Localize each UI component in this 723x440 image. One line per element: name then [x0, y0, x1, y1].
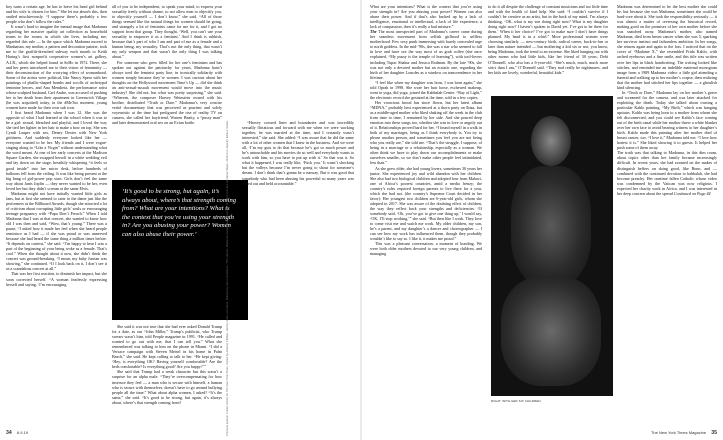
left-column-1 [6, 4, 107, 424]
paragraph: all of you to be independent, to speak your mind, to express your sexuality freely without shame, to not allow men to objectify you, to objectify yourself — I don’t know,” she said. “All of those things seemed like the natural things for women should be going, and strangely a lot of feminists came for me for it, and I got no support from that group. They thought, ‘Well, you can’t use your sexuality to empower it as a feminist.’ And I think is rubbish, because that’s part of who I am and part of me as a female and a human being, my sexuality. That’s not the only thing, that wasn’t my only weapon and that wasn’t the only thing I was talking about.” [112, 4, 222, 60]
publication-name: The New York Times Magazine [650, 430, 707, 435]
paragraph: I first heard Madonna when I was 12. She was the opposite of what I had learned at the school when it was to be a girl: sexual, bleached and playful, and I loved the way she tied her lighter in her hair to make a bow on top. She was Cyndi Lauper with sex, Deney Dexter with New York grittiness. And suddenly everyone looked like her — everyone wanted to be her. My friends and I were vogue-singing along to “Like a Virgin” without understanding what the word meant. At one of her early concerts at the Madison Square Garden, she swapped herself in a white wedding veil and lay down on the stage, breathily whispering “it feels so good inside” into her micro desk, before hundreds of balloons fell from the ceiling. It was like being present at the big bang of girl-power pop stars. Girls don’t feel the same way about Janis Joplin — they never wanted to be her, even loved her but they didn’t scream at the same Elvis. [6, 109, 107, 191]
right-column-3 [617, 4, 717, 424]
photo-figure [531, 116, 571, 166]
page-footer-right [651, 430, 717, 436]
paragraph [617, 150, 717, 195]
right-page [362, 0, 723, 440]
photo-credit: Previous spread: Collier Schorr for The New York Times. Styled by Arianne Phillips. Hair by Andy LeCompte. Makeup by Aaron Henrikson. This spread: Madonna Scenes image courtesy of Stijn Lock and Gardener Mayle. 2019 Icon Jewelry Edition Studio. [226, 120, 229, 436]
paragraph: She said that Trump had a weak character but this wasn’t a surprise for an alpha male. “They’re overcompensating for how insecure they feel — a man who is secure with himself, a human who is secure with themselves, doesn’t have to go around bullying people all the time.” What about alpha women, I asked? “It’s the same,” she said. “It’s good to be strong, but again, it’s always about, where’s that strength coming from? [112, 369, 222, 405]
paragraph: Her voracious brood has since flown, but her latest album “MDNA,” probably best experienced at a thorn party on Ibiza, but as a middle-aged mother who liked shaking off the week in the club from time to time, I remained by her side. And she poured deep emotion into these songs too, whether she was in love or angrily out of it. Relationships proved hard for her. “I found myself in a walk in both of my marriages, being as I think everybody is. You try to please another person, and sometimes you feel you are not being who you really are,” she told me. “That’s the struggle, I suppose, of being in a marriage or a relationship, especially as a woman. We often think we have to play down our accomplishments or make ourselves smaller, so we don’t make other people feel intimidated, less than.” [370, 99, 482, 166]
left-column-3 [242, 120, 354, 424]
continued-note: Continued on Page 44 [673, 190, 711, 196]
paragraph: What are your intentions? What is the context that you’re using your strength in? Are you abusing your power? Women can also abuse their power. And if that’s also backed up by a lack of intelligence, emotional or intellectual, a lack of life experience, a lack of compassion, then it’s really a bad mixture.” [370, 4, 482, 30]
paragraph: For someone who grew filled for her one’s feminism and has spoken out against the patriarchy for years, Madonna hasn’t always toed the feminist party line, in ironically solidarity with women simply because they’re women. I was curious about her thoughts on the Hollywood movement Time’s Up — did she think an anti-sexual-assault movement would move into the music industry? She did not, but what was pretty surprising,” she said. “Whereas, the composer Harvey Weinstein owned with his brother, distributed “Truth or Dare,” Madonna’s very concise verité documentary that was perceived as prurient and solely voyeuristic at the time but prefigured the rise of reality TV on camera, she called her boyfriend, Warren Beatty, a “pussy man” and later demonstrated oral sex on an Evian bottle. [112, 59, 222, 126]
paragraph: boy turns a certain age, he has to leave his head girl behind and his wife is chosen for him.” She let me absorb this, then smiled mischievously. “I suppose there’s probably a few people who don’t follow the rules.” [6, 4, 107, 25]
issue-date: 6.9.19 [16, 430, 29, 435]
photo-caption: RIGHT: WITH HER SIX CHILDREN [491, 399, 541, 403]
paragraph: The The most unexpected part of Madonna’s career came during her seamless movement from selfish girlhood to selfless motherhood. Few sexy punk immersing with barely concealed rage to north goddess. In the mid-’90s, she was a star who seemed to fall in love and have sex the way most of us grab coffee (she once explained, “My pussy is the temple of learning”), with tool-lovers including Tupac Shakur and Jessica Rodman. By the late ’90s, she was not only a devoted mother but an ecstatic one, regarding the birth of her daughter Lourdes as a window on transcendence in her lifetime. [370, 29, 482, 80]
paragraph-text: The most unexpected part of Madonna’s career came during her seamless movement from selfish girlhood to selfless motherhood. Few sexy punk immersing with barely concealed rage to north goddess. In the mid-’90s, she was a star who seemed to fall in love and have sex the way most of us grab coffee (she once explained, “My pussy is the temple of learning”), with tool-lovers including Tupac Shakur and Jessica Rodman. By the late ’90s, she was not only a devoted mother but an ecstatic one, regarding the birth of her daughter Lourdes as a window on transcendence in her lifetime. [370, 29, 482, 80]
right-column-1 [370, 4, 482, 424]
paragraph: “I feel like when my daughter was born, I was born again,” she told Oprah in 1998. She wore her hair loose, eschewed makeup, went to yoga, did yoga, joined the Kabbalah Centre. “Ray of Light,” the electronic record she gestated at the time, sold in a few copies. [370, 79, 482, 100]
page-number: 35 [711, 430, 717, 436]
page-number: 34 [6, 430, 12, 436]
paragraph-text: The truth was that talking to Madonna, in this dim room, about topics other than her family became increasingly difficult. In recent years, she had zoomed on the makes of distinguish heffers on doing good, like Bono, and — combined with the continued devotion to kabbalah, she had become preachy. Her onetime fallen Catholic whose video was condemned by the Vatican was now religious. I expected her charity work in Africa, and I was interested in her deep concern about the spread [617, 150, 717, 196]
paragraph: In “Truth or Dare,” Madonna lay on her mother’s grave and screamed for the camera, and was later attacked for exploiting the death. Today she talked about owning a particular Kahlo painting, “My Birth,” which was hanging upstairs. Kahlo was being born to a mother from whom she felt disconnected, and you could see Kahlo’s face coming out of the birth canal while her mother threw a white blanket over her own face to avoid bearing witness to her daughter’s birth. Kahlo made this painting after her mother died of breast cancer, too. “I love it,” Madonna told me. “I love how honest it is.” She liked showing it to guests. It helped her push some of them away. [617, 89, 717, 151]
paragraph: As she grew older, she had young lovers, sometimes 30 years her junior. She experienced joy and wild abandon with her children. She also had two biological children and adopted four from Malawi, one of Africa’s poorest countries, amid a media frenzy; the country’s rules required foreign parents to live there for a year, which she had not. (the country’s Supreme Court decided in her favor): Her youngest two children are 6-year-old girls, whom she adopted in 2017. She was aware of the doubting effect of children, the way they reflect back your strengths and deficiencies. “If somebody said, ‘Oh, you’ve got to give one thing up,’ I would say, ‘OK, I’ll stop working,’” she said. “But then like I work. They love to come visit me and watch me work. My older children, my son, he’s a parent, and my daughter’s a dancer and choreographer — I can see how my work has influenced them, though they probably wouldn’t like to say so. I like it, it makes me proud.” [370, 165, 482, 242]
paragraph: This was a pleasant conversation, a moment of bonding. We were both older mothers devoted to our very young children, and managing [370, 241, 482, 257]
page-footer-left [6, 430, 28, 436]
paragraph: That was her first reaction, to diminish her impact, but she soon corrected herself. “A woman fearlessly expressing herself and saying, ‘I’m encouraging [6, 271, 107, 287]
photo-figure [501, 276, 601, 386]
paragraph: “Harvey crossed lines and boundaries and was incredibly sexually flirtatious and forward with me when we were working together, he was married at the time, and I certainly wasn’t interested,” she said. She added: “I was aware that he did the same with a lot of other women that I knew in the business. And we were all, ‘I’m my guts to do that because he’s got so much power and he’s untouchable and his movies do so well and everybody wants to work with him, so you have to put up with it.’ So that was it. So what it happened, I was really like, ‘Fuck you.’ It wasn’t shocking but the valleys because I’m never going to shout for someone’s dream. I don’t think that’s gonna be a runway. But it was good that somebody who had been abusing his powerful so many years was called out and held accountable.” [242, 120, 354, 186]
paragraph: It wasn’t hard to imagine the mental image that Madonna regarding her massive quality art collection as household teams in the rooms in which she lives, including me, regarded this rule — In the space which Madonna moved to Manhattan, my mother, a pattern and decoration painter, took me to the graffiti-drenched subway each month to Keith Haring’s first nonprofit cooperative women’s art gallery, A.I.R., which she helped found in SoHo in 1972. There, she and her peers introduced me to their vision of femininity — their deconstruction of the worrying effect of womanhood. Some of the artists were political, like Nancy Spero with her paintings of phallic-shaped bombs and scrolls of archetypal feminine heroes, and Ana Mendieta, the performance artist whose sculpted husband, Carl Andre, was accused of pushing her to her death from their apartment in Greenwich Village (he was acquitted) today, in the #MeToo moment, young women have made for their own sub icon. [6, 24, 107, 110]
family-photo [491, 96, 613, 396]
left-column-2 [112, 4, 222, 178]
photo-figure [511, 166, 591, 286]
paragraph: to do it all despite the challenge of constant musicians and too little time and with the health of kind help. She said: “I couldn’t survive if I couldn’t be creative as an artist, but in the back of my mind, I’m always thinking, ‘OK, what is my son doing right now? What is my daughter doing right now? I haven’t spoken to David yet. I’ve got to be there for them.’ When it her choice? I’ve got to make sure I don’t have things planned. My head is in a whirl.” More professional women were choosing similarly — new-century birth, radical career, back-to-fun or later than nature intended — but mothering a kid six or not, you know, being Madonna, took the trend to an extreme. She liked hanging out with other moms who had little kids, like her friend of 30 years, Debi O’Donnell, who also has a 6-year-old. “She’s much, much, much more strict than I am,” O’Donnell said. “They nod really be nightmares, and her kids are lovely, wonderful, beautiful kids.” [488, 4, 608, 75]
left-column-2-lower [112, 324, 222, 424]
left-page [0, 0, 360, 440]
paragraph: She said it was not true that she had ever asked Donald Trump for a date, as our “John Miller,” Trump’s publicist, who Trump swears wasn’t him, told People magazine in 1991. “He called and wanted to go out with me, that I can tell you.” What she remembered was talking to him on the phone in Miami. “I did a Versace campaign with Steven Meisel in his home in Palm Beach,” she said. He kept calling to talk to her. “He kept giving: ‘Hey, is everything OK? Having yourself comfortable? Are the beds comfortable? Is everything good? Are you happy?’” [112, 324, 222, 370]
paragraph: Madonna was determined to be the best mother she could be, but because she was Madonna, sometimes she could be hard-core about it. She took the responsibility seriously — it was almost a matter of reversing the historical record, making good on the promises of her own mother before she was snatched away. Madonna’s mother, also named Madonna, died from breast cancer when she was 5, sparking her survivor instinct and fathomless ambition. In her songs, she returns again and again to the loss. I noticed that on the cover of “Madame X,” she resembled Frida Kahlo, with arched eyebrows and a fine smile, and this title was written over her lips in black handwriting. The writing looked like stitches, and reminded me an indelible maternal monogram image from a 1989 Madonna video: a little girl attending a funeral and walking up to her mother’s corpse, then realizing that the mother had stitched her lips together — a ghoulish kind silencing. [617, 4, 717, 90]
pull-quote: ‘It’s good to be strong, but again, it’s always about, where’s that strength coming from? What are your intentions? What is the context that you’re using your strength in? Are you abusing your power? Women can also abuse their power.’ [112, 180, 248, 320]
paragraph: Madonna might not have initially wanted little girls as fans, but at first she seemed to cater to the dame just like the performers at the Billboard Awards, though she attracted a lot of criticism about corrupting little girls’ souls or encouraging teenage pregnancy with “Papa Don’t Preach.” When I told Madonna that I was at that concert, she wanted to know how old I was then and said, “Wow, that’s young.” There was a pause, “I asked how it made her feel when she heard people reminisce as I had — if she was proud or was unnerved because she had heard the same thing a million times before. “It depends on context,” she said. “I’m happy to hear I was a part of the beginning of your being woke as a female. That’s cool.” When she thought about it now, she didn’t think the concert was ground-breaking. “I mean, my baby Jurrian was showing,” she continued. “If I look back on it, I don’t see it as a scandalous concert at all.” [6, 190, 107, 272]
